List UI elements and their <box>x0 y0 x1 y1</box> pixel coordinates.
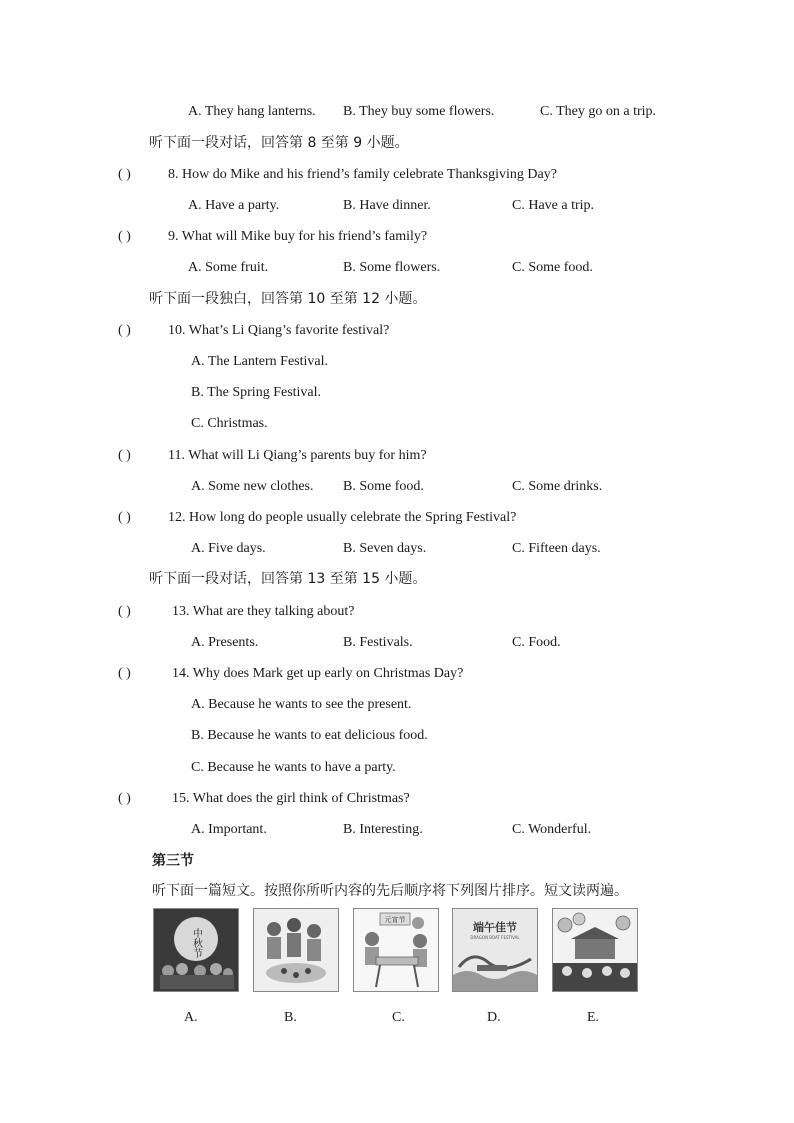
part-3-title: 第三节 <box>152 853 194 869</box>
picture-label-c: C. <box>392 1010 405 1025</box>
answer-blank[interactable]: ( ) <box>118 323 131 338</box>
question-15-stem: 15. What does the girl think of Christmas? <box>172 791 410 806</box>
q11-option-b: B. Some food. <box>343 479 424 494</box>
picture-label-d: D. <box>487 1010 501 1025</box>
answer-blank[interactable]: ( ) <box>118 791 131 806</box>
q9-option-c: C. Some food. <box>512 260 593 275</box>
answer-blank[interactable]: ( ) <box>118 229 131 244</box>
q10-option-a: A. The Lantern Festival. <box>191 354 328 369</box>
picture-c-caption: 元宵节 <box>384 916 406 924</box>
q12-option-b: B. Seven days. <box>343 541 427 556</box>
q15-option-a: A. Important. <box>191 822 267 837</box>
q13-option-c: C. Food. <box>512 635 561 650</box>
q8-option-a: A. Have a party. <box>188 198 280 213</box>
q15-option-c: C. Wonderful. <box>512 822 592 837</box>
section-heading-monologue: 听下面一段独白，回答第 10 至第 12 小题。 <box>149 291 427 307</box>
q7-option-a: A. They hang lanterns. <box>188 104 316 119</box>
q9-option-b: B. Some flowers. <box>343 260 441 275</box>
q14-option-c: C. Because he wants to have a party. <box>191 760 396 775</box>
picture-a-caption: 中秋节 <box>190 928 202 958</box>
q15-option-b: B. Interesting. <box>343 822 423 837</box>
q14-option-a: A. Because he wants to see the present. <box>191 697 412 712</box>
question-10-stem: 10. What’s Li Qiang’s favorite festival? <box>168 323 390 338</box>
q8-option-b: B. Have dinner. <box>343 198 431 213</box>
question-13-stem: 13. What are they talking about? <box>172 604 355 619</box>
q10-option-b: B. The Spring Festival. <box>191 385 322 400</box>
q13-option-b: B. Festivals. <box>343 635 413 650</box>
q9-option-a: A. Some fruit. <box>188 260 269 275</box>
question-8-stem: 8. How do Mike and his friend’s family celebrate Thanksgiving Day? <box>168 167 557 182</box>
question-9-stem: 9. What will Mike buy for his friend’s family? <box>168 229 428 244</box>
picture-label-a: A. <box>184 1010 198 1025</box>
dragon-boat-festival-picture <box>452 908 538 992</box>
section-heading-dialog-1: 听下面一段对话，回答第 8 至第 9 小题。 <box>149 135 409 151</box>
answer-blank[interactable]: ( ) <box>118 666 131 681</box>
picture-d-caption: 端午佳节 <box>473 921 517 934</box>
q14-option-b: B. Because he wants to eat delicious food. <box>191 728 428 743</box>
section-heading-dialog-2: 听下面一段对话，回答第 13 至第 15 小题。 <box>149 571 427 587</box>
question-14-stem: 14. Why does Mark get up early on Christmas Day? <box>172 666 464 681</box>
question-11-stem: 11. What will Li Qiang’s parents buy for him? <box>168 448 427 463</box>
picture-d-subcaption: DRAGON BOAT FESTIVAL <box>470 935 520 940</box>
part-3-instruction: 听下面一篇短文。按照你所听内容的先后顺序将下列图片排序。短文读两遍。 <box>152 883 628 899</box>
q12-option-a: A. Five days. <box>191 541 266 556</box>
family-dinner-picture <box>353 908 439 992</box>
national-day-picture <box>552 908 638 992</box>
question-12-stem: 12. How long do people usually celebrate the Spring Festival? <box>168 510 517 525</box>
picture-label-e: E. <box>587 1010 600 1025</box>
picture-label-b: B. <box>284 1010 297 1025</box>
q11-option-c: C. Some drinks. <box>512 479 603 494</box>
answer-blank[interactable]: ( ) <box>118 448 131 463</box>
q13-option-a: A. Presents. <box>191 635 259 650</box>
answer-blank[interactable]: ( ) <box>118 167 131 182</box>
q10-option-c: C. Christmas. <box>191 416 268 431</box>
q11-option-a: A. Some new clothes. <box>191 479 314 494</box>
mid-autumn-festival-picture <box>153 908 239 992</box>
q12-option-c: C. Fifteen days. <box>512 541 601 556</box>
answer-blank[interactable]: ( ) <box>118 604 131 619</box>
answer-blank[interactable]: ( ) <box>118 510 131 525</box>
q7-option-c: C. They go on a trip. <box>540 104 657 119</box>
q8-option-c: C. Have a trip. <box>512 198 595 213</box>
family-celebration-picture <box>253 908 339 992</box>
q7-option-b: B. They buy some flowers. <box>343 104 495 119</box>
